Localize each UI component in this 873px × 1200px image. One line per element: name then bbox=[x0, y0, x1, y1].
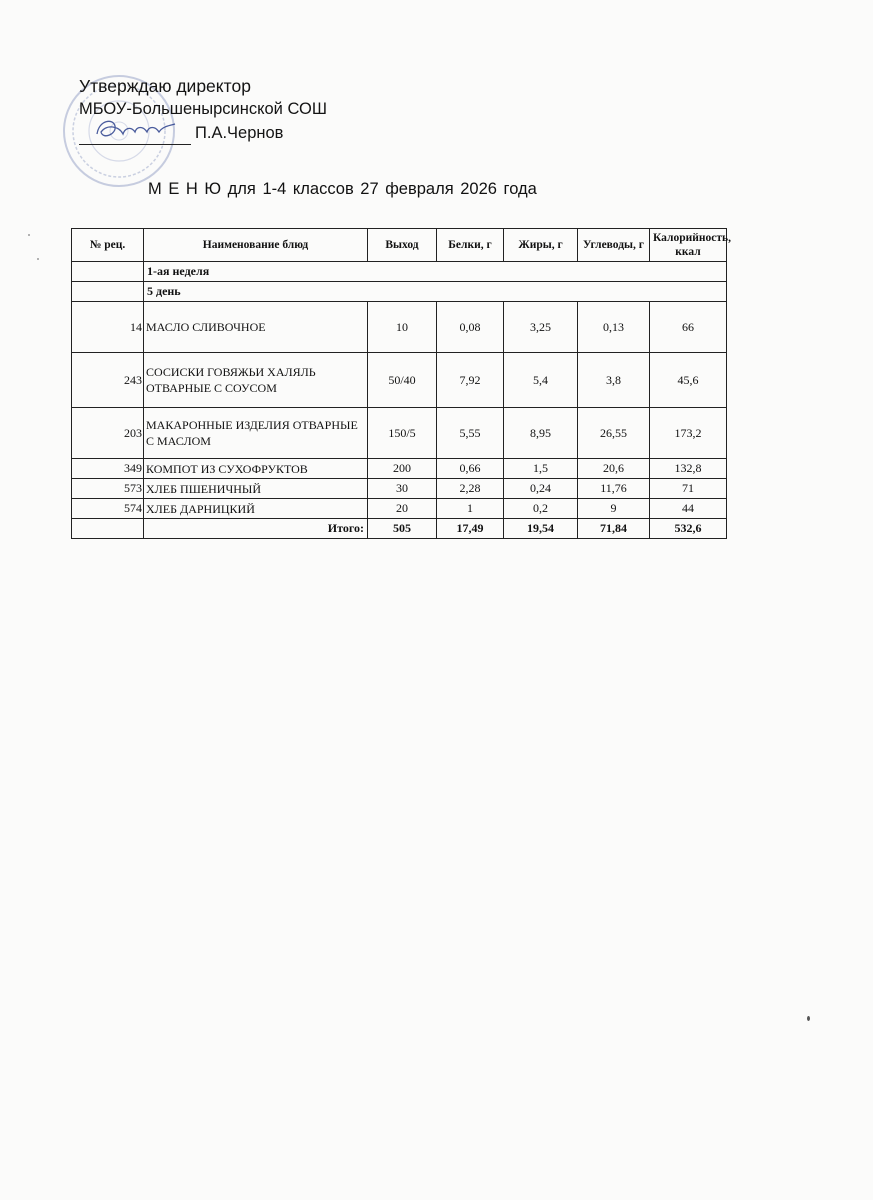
table-row bbox=[72, 408, 727, 459]
table-header bbox=[72, 229, 727, 262]
table-row bbox=[72, 479, 727, 499]
cell-fat: 0,24 bbox=[504, 479, 578, 499]
signature-row bbox=[79, 121, 327, 145]
cell-name: ХЛЕБ ПШЕНИЧНЫЙ bbox=[144, 479, 368, 499]
total-protein: 17,49 bbox=[437, 519, 504, 539]
cell-protein: 5,55 bbox=[437, 408, 504, 459]
approval-block bbox=[79, 74, 327, 145]
cell-code: 349 bbox=[72, 459, 144, 479]
cell-carbs: 9 bbox=[578, 499, 650, 519]
week-label: 1-ая неделя bbox=[144, 262, 727, 282]
table-row bbox=[72, 353, 727, 408]
cell-output: 200 bbox=[368, 459, 437, 479]
total-fat: 19,54 bbox=[504, 519, 578, 539]
paper-speck bbox=[807, 1016, 810, 1021]
signature-line bbox=[79, 124, 191, 145]
cell-code: 203 bbox=[72, 408, 144, 459]
cell-kcal: 44 bbox=[650, 499, 727, 519]
school-name: МБОУ-Большенырсинской СОШ bbox=[79, 100, 327, 118]
cell-code: 243 bbox=[72, 353, 144, 408]
header-output: Выход bbox=[368, 229, 437, 262]
cell-output: 10 bbox=[368, 302, 437, 353]
cell-carbs: 11,76 bbox=[578, 479, 650, 499]
cell-name: МАСЛО СЛИВОЧНОЕ bbox=[144, 302, 368, 353]
cell-output: 50/40 bbox=[368, 353, 437, 408]
cell-code: 573 bbox=[72, 479, 144, 499]
signature bbox=[89, 112, 189, 146]
cell-kcal: 173,2 bbox=[650, 408, 727, 459]
cell-fat: 5,4 bbox=[504, 353, 578, 408]
cell-protein: 0,66 bbox=[437, 459, 504, 479]
cell-protein: 1 bbox=[437, 499, 504, 519]
header-protein: Белки, г bbox=[437, 229, 504, 262]
total-output: 505 bbox=[368, 519, 437, 539]
paper-speck bbox=[37, 258, 39, 260]
cell-name: СОСИСКИ ГОВЯЖЬИ ХАЛЯЛЬ ОТВАРНЫЕ С СОУСОМ bbox=[144, 353, 368, 408]
header-kcal: Калорийность, ккал bbox=[650, 229, 727, 262]
cell-code: 574 bbox=[72, 499, 144, 519]
cell-output: 150/5 bbox=[368, 408, 437, 459]
cell-carbs: 3,8 bbox=[578, 353, 650, 408]
week-row bbox=[72, 262, 727, 282]
paper-speck bbox=[28, 234, 30, 236]
day-label: 5 день bbox=[144, 282, 727, 302]
cell-kcal: 132,8 bbox=[650, 459, 727, 479]
cell-protein: 0,08 bbox=[437, 302, 504, 353]
table-row bbox=[72, 459, 727, 479]
header-code: № рец. bbox=[72, 229, 144, 262]
director-name: П.А.Чернов bbox=[195, 124, 284, 142]
cell-carbs: 20,6 bbox=[578, 459, 650, 479]
total-carbs: 71,84 bbox=[578, 519, 650, 539]
cell-protein: 2,28 bbox=[437, 479, 504, 499]
cell-carbs: 26,55 bbox=[578, 408, 650, 459]
cell-carbs: 0,13 bbox=[578, 302, 650, 353]
cell-kcal: 71 bbox=[650, 479, 727, 499]
approval-title: Утверждаю директор bbox=[79, 76, 251, 96]
cell-kcal: 45,6 bbox=[650, 353, 727, 408]
table-row bbox=[72, 302, 727, 353]
cell-fat: 8,95 bbox=[504, 408, 578, 459]
menu-table bbox=[71, 228, 731, 539]
cell-kcal: 66 bbox=[650, 302, 727, 353]
cell-fat: 0,2 bbox=[504, 499, 578, 519]
total-label: Итого: bbox=[144, 519, 368, 539]
header-fat: Жиры, г bbox=[504, 229, 578, 262]
cell-name: ХЛЕБ ДАРНИЦКИЙ bbox=[144, 499, 368, 519]
cell-fat: 3,25 bbox=[504, 302, 578, 353]
day-row bbox=[72, 282, 727, 302]
total-row bbox=[72, 519, 727, 539]
header-carbs: Углеводы, г bbox=[578, 229, 650, 262]
cell-protein: 7,92 bbox=[437, 353, 504, 408]
menu-title: М Е Н Ю для 1-4 классов 27 февраля 2026 года bbox=[148, 180, 537, 198]
cell-output: 20 bbox=[368, 499, 437, 519]
cell-output: 30 bbox=[368, 479, 437, 499]
cell-name: КОМПОТ ИЗ СУХОФРУКТОВ bbox=[144, 459, 368, 479]
header-name: Наименование блюд bbox=[144, 229, 368, 262]
cell-name: МАКАРОННЫЕ ИЗДЕЛИЯ ОТВАРНЫЕ С МАСЛОМ bbox=[144, 408, 368, 459]
total-kcal: 532,6 bbox=[650, 519, 727, 539]
cell-code: 14 bbox=[72, 302, 144, 353]
cell-fat: 1,5 bbox=[504, 459, 578, 479]
table-row bbox=[72, 499, 727, 519]
